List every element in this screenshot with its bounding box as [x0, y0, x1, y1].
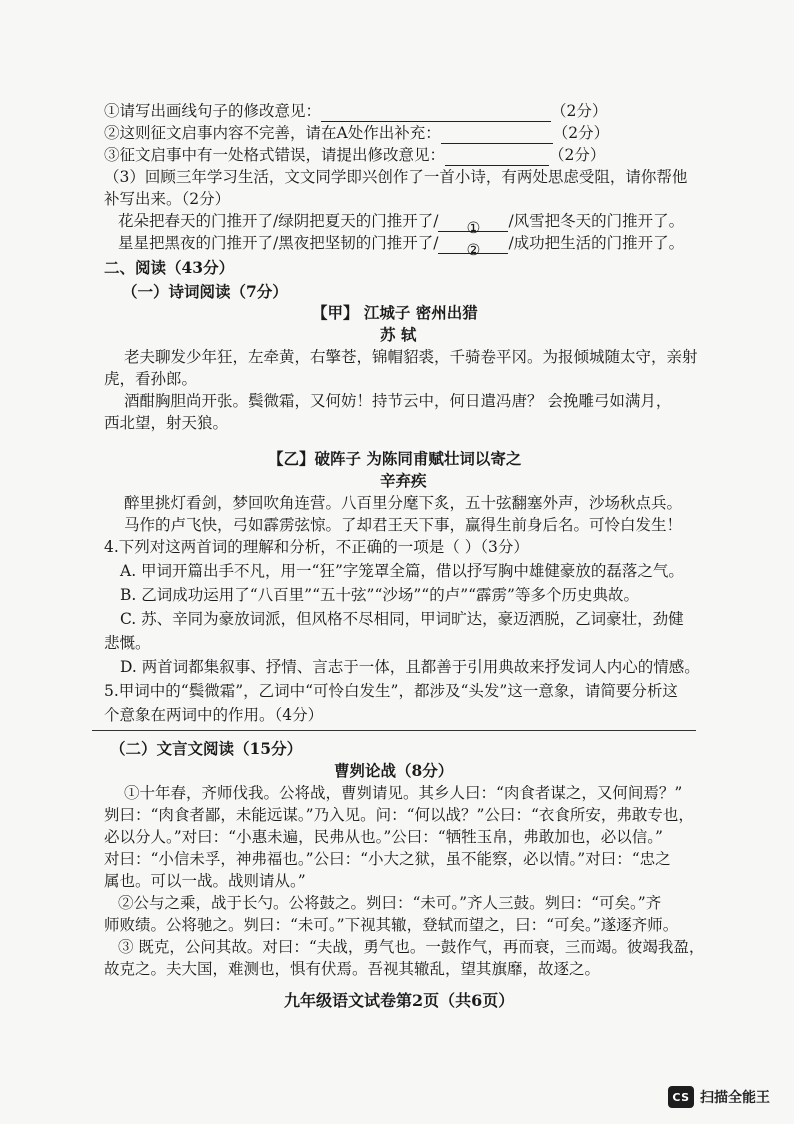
poem-line-2-post: /成功把生活的门推开了。	[508, 234, 685, 252]
page-footer: 九年级语文试卷第2页（共6页）	[284, 991, 515, 1010]
answer-blank[interactable]	[441, 129, 553, 144]
yi-author: 辛弃疾	[380, 471, 427, 490]
section-divider	[92, 730, 696, 731]
poetry-heading: （一）诗词阅读（7分）	[122, 282, 288, 301]
jia-line-2: 虎，看孙郎。	[104, 370, 198, 388]
q4-stem: 4.下列对这两首词的理解和分析，不正确的一项是（ ）（3分）	[104, 538, 529, 556]
yi-line-1: 醉里挑灯看剑，梦回吹角连营。八百里分麾下炙，五十弦翻塞外声，沙场秋点兵。	[124, 494, 683, 512]
classical-p3-l2: 故克之。夫大国，难测也，惧有伏焉。吾视其辙乱，望其旗靡，故逐之。	[104, 960, 601, 978]
poem-line-2-pre: 星星把黑夜的门推开了/黑夜把坚韧的门推开了/	[118, 234, 439, 252]
jia-line-3: 酒酣胸胆尚开张。鬓微霜，又何妨！持节云中，何日遣冯唐？ 会挽雕弓如满月，	[124, 392, 672, 410]
score-label: （2分）	[551, 102, 608, 120]
jia-line-1: 老夫聊发少年狂，左牵黄，右擎苍，锦帽貂裘，千骑卷平冈。为报倾城随太守，亲射	[124, 348, 698, 366]
poem-blank-2[interactable]: ②	[438, 239, 508, 254]
q3-sub2	[104, 122, 609, 144]
classical-p1-l5: 属也。可以一战。战则请从。”	[104, 872, 306, 890]
scanner-badge	[668, 1086, 770, 1108]
classical-heading: （二）文言文阅读（15分）	[110, 739, 303, 758]
camscanner-icon: CS	[668, 1086, 694, 1108]
q3-sub2-text: ②这则征文启事内容不完善，请在A处作出补充：	[104, 124, 441, 142]
jia-author: 苏 轼	[380, 325, 417, 344]
q4-option-d[interactable]: D. 两首词都集叙事、抒情、言志于一体，且都善于引用典故来抒发词人内心的情感。	[120, 658, 700, 676]
scanner-badge-label: 扫描全能王	[700, 1090, 770, 1106]
q3-sub1-text: ①请写出画线句子的修改意见：	[104, 102, 322, 120]
yi-title: 【乙】破阵子 为陈同甫赋壮词以寄之	[268, 449, 522, 468]
classical-title: 曹刿论战（8分）	[334, 761, 454, 780]
section-heading-reading: 二、阅读（43分）	[104, 258, 235, 277]
q4-option-c[interactable]: C. 苏、辛同为豪放词派，但风格不尽相同，甲词旷达，豪迈洒脱，乙词豪壮，劲健	[120, 610, 684, 628]
answer-blank[interactable]	[445, 151, 549, 166]
q3-sub3-text: ③征文启事中有一处格式错误，请提出修改意见：	[104, 146, 446, 164]
q5-line-2: 个意象在两词中的作用。（4分）	[104, 706, 324, 724]
poem-line-1-post: /风雪把冬天的门推开了。	[508, 212, 685, 230]
jia-title: 【甲】 江城子 密州出猎	[312, 303, 478, 322]
yi-line-2: 马作的卢飞快，弓如霹雳弦惊。了却君王天下事，赢得生前身后名。可怜白发生！	[124, 516, 683, 534]
classical-p1-l3: 必以分人。”对曰：“小惠未遍，民弗从也。”公曰：“牺牲玉帛，弗敢加也，必以信。”	[104, 828, 663, 846]
poem-line-2	[118, 232, 685, 259]
classical-p1-l1: ①十年春，齐师伐我。公将战，曹刿请见。其乡人曰：“肉食者谋之，又何间焉？”	[124, 784, 683, 802]
classical-p2-l1: ②公与之乘，战于长勺。公将鼓之。刿曰：“未可。”齐人三鼓。刿曰：“可矣。”齐	[118, 894, 662, 912]
classical-p2-l2: 师败绩。公将驰之。刿曰：“未可。”下视其辙，登轼而望之，曰：“可矣。”遂逐齐师。	[104, 916, 679, 934]
q4-option-a[interactable]: A. 甲词开篇出手不凡，用一“狂”字笼罩全篇，借以抒写胸中雄健豪放的磊落之气。	[120, 562, 684, 580]
q4-option-b[interactable]: B. 乙词成功运用了“八百里”“五十弦”“沙场”“的卢”“霹雳”等多个历史典故。	[120, 586, 639, 604]
classical-p1-l2: 刿曰：“肉食者鄙，未能远谋。”乃入见。问：“何以战？”公曰：“衣食所安，弗敢专也，	[104, 806, 694, 824]
score-label: （2分）	[549, 146, 606, 164]
classical-p3-l1: ③ 既克，公问其故。对曰：“夫战，勇气也。一鼓作气，再而衰，三而竭。彼竭我盈，	[118, 938, 705, 956]
classical-p1-l4: 对曰：“小信未孚，神弗福也。”公曰：“小大之狱，虽不能察，必以情。”对曰：“忠之	[104, 850, 671, 868]
q4-option-c-cont: 悲慨。	[104, 634, 151, 652]
score-label: （2分）	[552, 124, 610, 142]
poem-line-1-pre: 花朵把春天的门推开了/绿阴把夏天的门推开了/	[118, 212, 439, 230]
poem-line-1	[118, 210, 685, 237]
answer-blank[interactable]	[321, 107, 551, 122]
poem-blank-1[interactable]: ①	[438, 217, 508, 232]
q5-line-1: 5.甲词中的“鬓微霜”，乙词中“可怜白发生”，都涉及“头发”这一意象，请简要分析这	[104, 682, 678, 700]
q3-sub3	[104, 144, 605, 166]
q3-poem-intro-1: （3）回顾三年学习生活，文文同学即兴创作了一首小诗，有两处思虑受阻，请你帮他	[104, 168, 688, 186]
q3-poem-intro-2: 补写出来。（2分）	[104, 190, 231, 208]
jia-line-4: 西北望，射天狼。	[104, 414, 229, 432]
q3-sub1	[104, 100, 607, 122]
